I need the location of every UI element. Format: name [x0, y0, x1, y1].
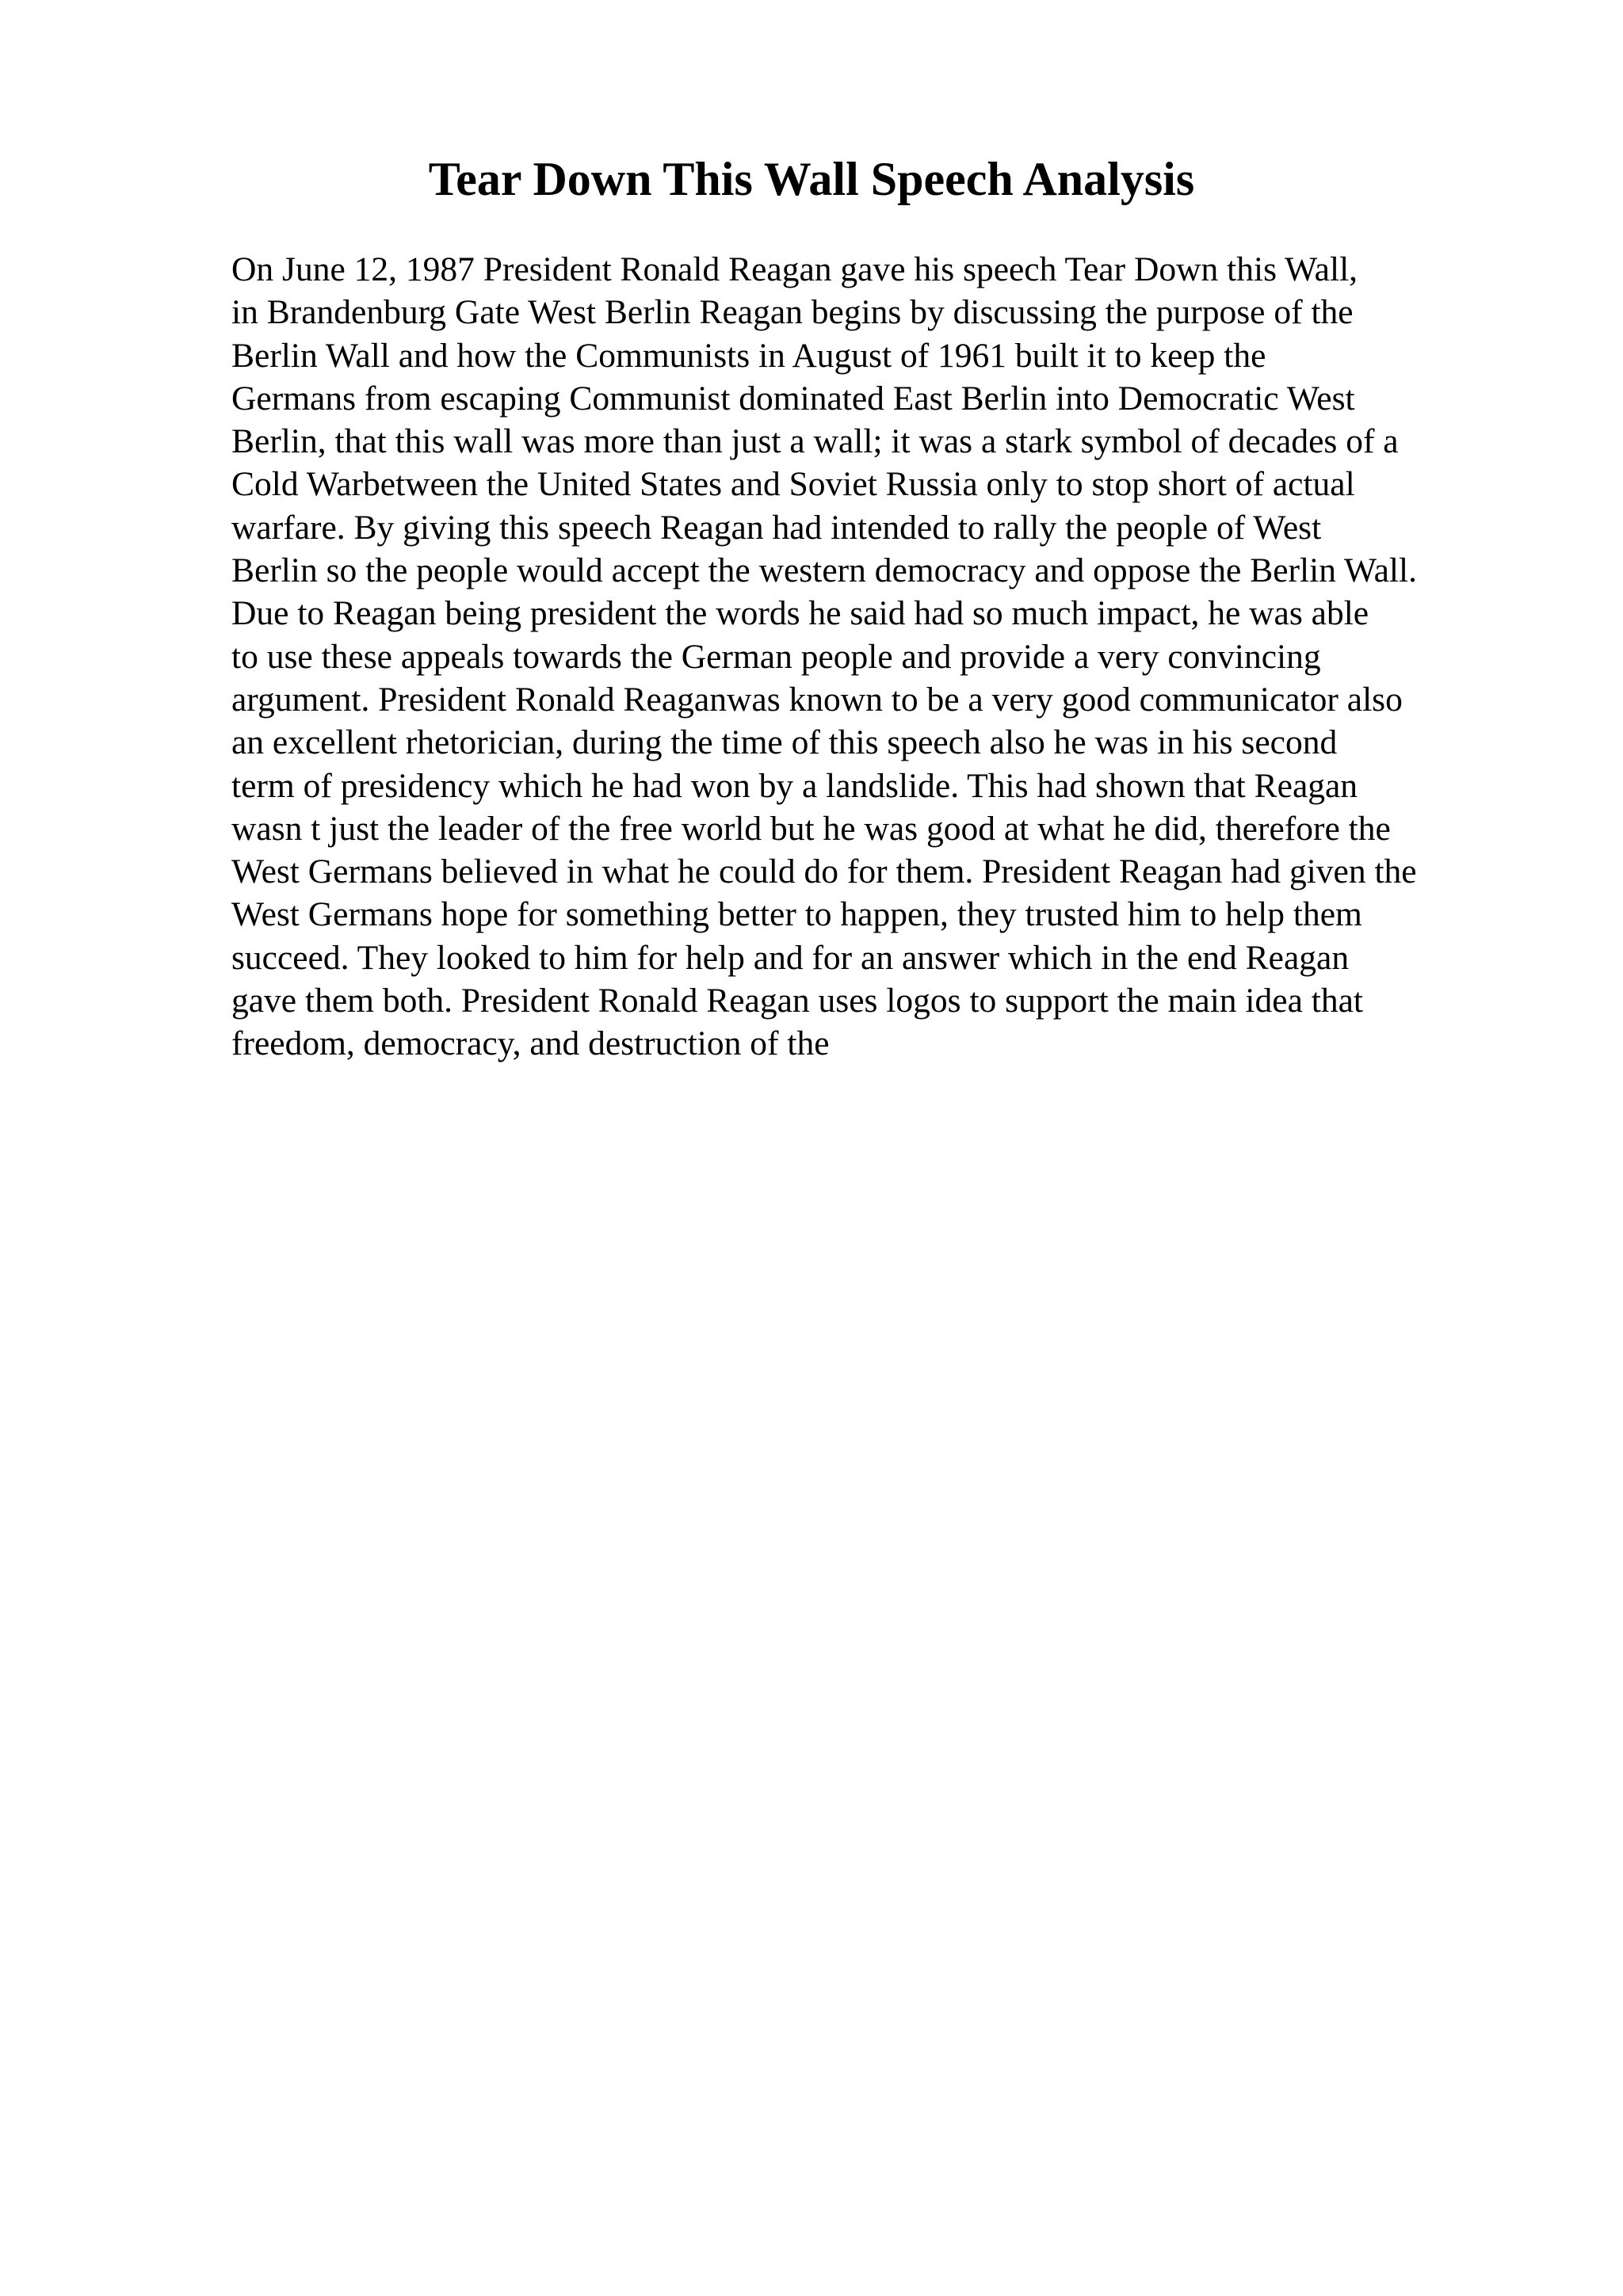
text-line: term of presidency which he had won by a landslide. This had shown that Reagan	[231, 766, 1358, 805]
text-line: On June 12, 1987 President Ronald Reagan gave his speech Tear Down this Wall,	[231, 250, 1358, 288]
text-line: Cold Warbetween the United States and Soviet Russia only to stop short of actual	[231, 465, 1355, 504]
text-line: freedom, democracy, and destruction of the	[231, 1024, 830, 1063]
text-line: succeed. They looked to him for help and for an answer which in the end Reagan	[231, 938, 1350, 977]
text-line: Due to Reagan being president the words he said had so much impact, he was able	[231, 594, 1369, 633]
text-line: West Germans hope for something better to happen, they trusted him to help them	[231, 895, 1362, 934]
text-line: Berlin, that this wall was more than just a wall; it was a stark symbol of decades of a	[231, 422, 1399, 461]
document-title: Tear Down This Wall Speech Analysis	[428, 153, 1195, 205]
text-line: wasn t just the leader of the free world but he was good at what he did, therefore the	[231, 809, 1391, 848]
text-line: an excellent rhetorician, during the time of this speech also he was in his second	[231, 723, 1338, 762]
text-line: gave them both. President Ronald Reagan uses logos to support the main idea that	[231, 982, 1363, 1020]
text-line: West Germans believed in what he could do for them. President Reagan had given the	[231, 852, 1417, 891]
body-paragraph	[231, 248, 1579, 1066]
text-line: warfare. By giving this speech Reagan had intended to rally the people of West	[231, 508, 1322, 547]
text-line: Berlin Wall and how the Communists in August of 1961 built it to keep the	[231, 336, 1266, 375]
text-line: Germans from escaping Communist dominated East Berlin into Democratic West	[231, 379, 1355, 418]
text-line: to use these appeals towards the German people and provide a very convincing	[231, 637, 1321, 676]
text-line: in Brandenburg Gate West Berlin Reagan begins by discussing the purpose of the	[231, 293, 1354, 332]
text-line: argument. President Ronald Reaganwas known to be a very good communicator also	[231, 680, 1403, 719]
text-line: Berlin so the people would accept the western democracy and oppose the Berlin Wall.	[231, 551, 1417, 590]
